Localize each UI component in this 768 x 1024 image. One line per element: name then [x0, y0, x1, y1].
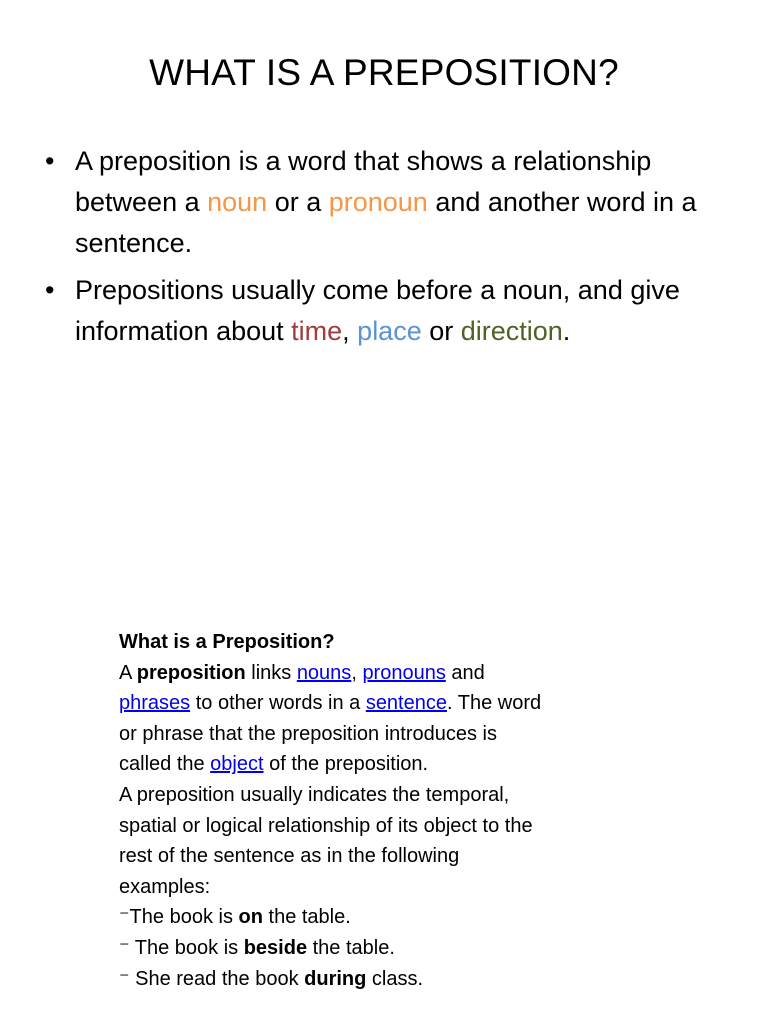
example-line: ⁻The book is on the table.: [119, 906, 351, 929]
highlight-time: time: [291, 316, 343, 346]
bullet-item: [45, 270, 745, 352]
note-line: rest of the sentence as in the following: [119, 845, 460, 868]
note-line: spatial or logical relationship of its object to the: [119, 814, 533, 837]
highlight-pronoun: pronoun: [328, 187, 428, 217]
bullet-text: A preposition is a word that shows a relationship between a: [75, 146, 652, 217]
note-block: [119, 627, 639, 994]
example-preposition: during: [304, 967, 367, 990]
highlight-place: place: [357, 316, 422, 346]
bullet-icon: •: [45, 146, 55, 176]
link-phrases[interactable]: phrases: [119, 692, 191, 715]
note-line: A preposition usually indicates the temporal,: [119, 783, 510, 806]
note-line: A preposition links nouns, pronouns and: [119, 661, 485, 684]
link-sentence[interactable]: sentence: [365, 692, 447, 715]
example-preposition: beside: [243, 936, 308, 959]
bullet-item: [45, 141, 745, 264]
note-line: examples:: [119, 875, 211, 898]
highlight-noun: noun: [207, 187, 268, 217]
link-object[interactable]: object: [210, 753, 264, 776]
bullet-text: and another word in a sentence.: [75, 187, 697, 258]
term-preposition: preposition: [136, 661, 246, 684]
highlight-direction: direction: [460, 316, 563, 346]
bullet-text: or a: [267, 187, 329, 217]
slide-title: WHAT IS A PREPOSITION?: [149, 52, 619, 93]
example-preposition: on: [238, 906, 263, 929]
note-line: called the object of the preposition.: [119, 753, 429, 776]
note-line: or phrase that the preposition introduces is: [119, 722, 497, 745]
bullet-text: Prepositions usually come before a noun, and give information about: [75, 275, 680, 346]
link-pronouns[interactable]: pronouns: [362, 661, 446, 684]
note-heading: What is a Preposition?: [119, 631, 335, 653]
note-line: phrases to other words in a sentence. The word: [119, 692, 542, 715]
bullet-text: ,: [342, 316, 358, 346]
bullet-text: or: [421, 316, 461, 346]
link-nouns[interactable]: nouns: [296, 661, 352, 684]
example-line: ⁻ She read the book during class.: [119, 967, 424, 990]
bullet-list: [45, 141, 745, 358]
example-line: ⁻ The book is beside the table.: [119, 936, 395, 959]
bullet-text: .: [562, 316, 571, 346]
bullet-icon: •: [45, 275, 55, 305]
